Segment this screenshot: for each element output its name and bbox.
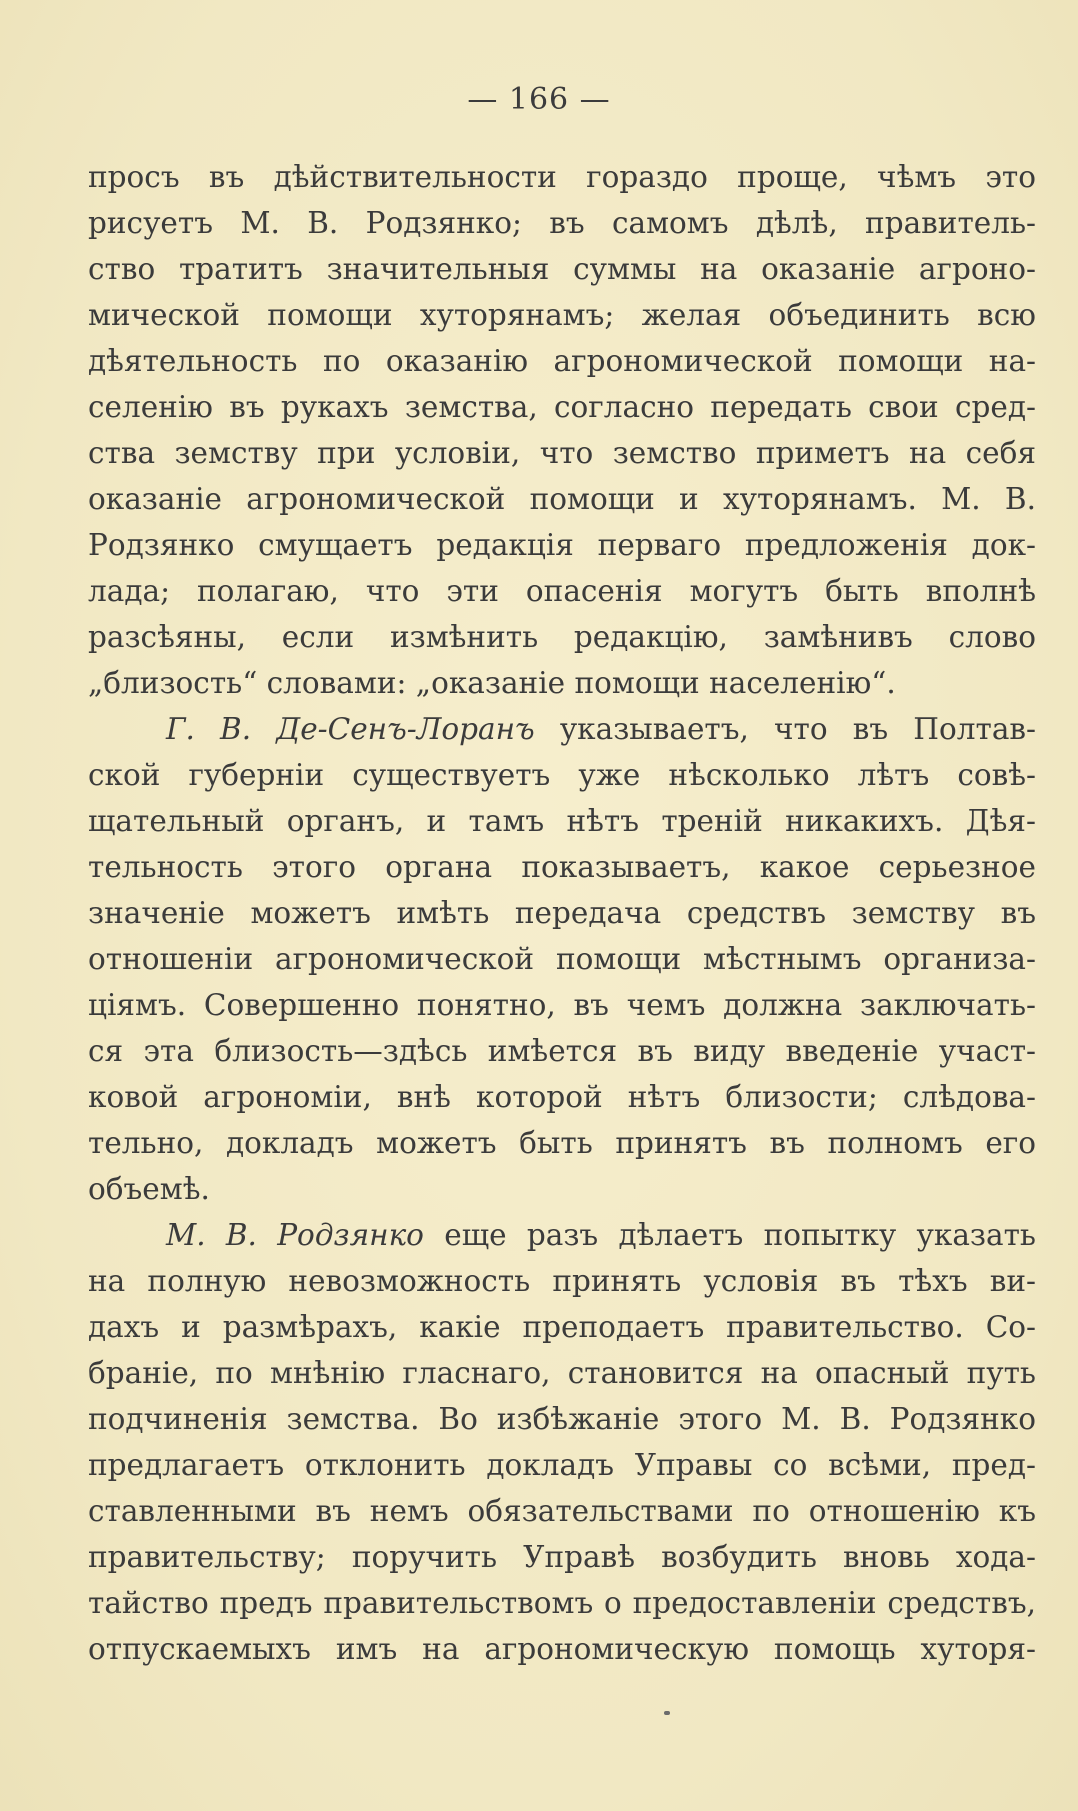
text-line: разсѣяны, если измѣнить редакцію, замѣнивъ слово [88, 620, 1036, 654]
speaker-line [88, 706, 1036, 752]
text-line: браніе, по мнѣнію гласнаго, становится на опасный путь [88, 1356, 1036, 1390]
text-line: правительству; поручить Управѣ возбудить вновь хода- [88, 1540, 1036, 1574]
text-line: просъ въ дѣйствительности гораздо проще, чѣмъ это [88, 160, 1036, 194]
text-line: тельно, докладъ можетъ быть принятъ въ полномъ его [88, 1126, 1036, 1160]
text-line: дахъ и размѣрахъ, какіе преподаетъ правительство. Со- [88, 1310, 1036, 1344]
speaker-name: Г. В. Де-Сенъ-Лоранъ [166, 712, 535, 746]
text-line: на полную невозможность принять условія въ тѣхъ ви- [88, 1264, 1036, 1298]
text-line: Родзянко смущаетъ редакція перваго предложенія док- [88, 528, 1036, 562]
text-line: мической помощи хуторянамъ; желая объединить всю [88, 298, 1036, 332]
text-line: ковой агрономіи, внѣ которой нѣтъ близости; слѣдова- [88, 1080, 1036, 1114]
text-line: „близость“ словами: „оказаніе помощи населенію“. [88, 666, 896, 700]
text-line: ся эта близость—здѣсь имѣется въ виду введеніе участ- [88, 1034, 1036, 1068]
text-line: предлагаетъ отклонить докладъ Управы со всѣми, пред- [88, 1448, 1036, 1482]
text-line: селенію въ рукахъ земства, согласно передать свои сред- [88, 390, 1036, 424]
speaker-name: М. В. Родзянко [166, 1218, 424, 1252]
ink-speck [664, 1711, 670, 1715]
text-line: тельность этого органа показываетъ, какое серьезное [88, 850, 1036, 884]
text-line: объемѣ. [88, 1172, 210, 1206]
text-line: отношеніи агрономической помощи мѣстнымъ организа- [88, 942, 1036, 976]
text-line: значеніе можетъ имѣть передача средствъ земству въ [88, 896, 1036, 930]
text-line: тайство предъ правительствомъ о предоставленіи средствъ, [88, 1586, 1036, 1620]
text-line: ставленными въ немъ обязательствами по отношенію къ [88, 1494, 1036, 1528]
text-line: ской губерніи существуетъ уже нѣсколько лѣтъ совѣ- [88, 758, 1036, 792]
speaker-line-text: еще разъ дѣлаетъ попытку указать [423, 1218, 1036, 1252]
text-line: ство тратитъ значительныя суммы на оказаніе агроно- [88, 252, 1036, 286]
text-line: ціямъ. Совершенно понятно, въ чемъ должна заключать- [88, 988, 1036, 1022]
text-line: рисуетъ М. В. Родзянко; въ самомъ дѣлѣ, правитель- [88, 206, 1036, 240]
page-number: — 166 — [467, 82, 611, 117]
text-line: оказаніе агрономической помощи и хуторянамъ. М. В. [88, 482, 1036, 516]
text-line: ства земству при условіи, что земство приметъ на себя [88, 436, 1036, 470]
text-line: щательный органъ, и тамъ нѣтъ треній никакихъ. Дѣя- [88, 804, 1036, 838]
speaker-line [88, 1212, 1036, 1258]
text-line: дѣятельность по оказанію агрономической помощи на- [88, 344, 1036, 378]
text-line: подчиненія земства. Во избѣжаніе этого М. В. Родзянко [88, 1402, 1036, 1436]
speaker-line-text: указываетъ, что въ Полтав- [534, 712, 1036, 746]
text-line: отпускаемыхъ имъ на агрономическую помощь хуторя- [88, 1632, 1036, 1666]
body-text [88, 154, 1036, 1672]
text-line: лада; полагаю, что эти опасенія могутъ быть вполнѣ [88, 574, 1036, 608]
